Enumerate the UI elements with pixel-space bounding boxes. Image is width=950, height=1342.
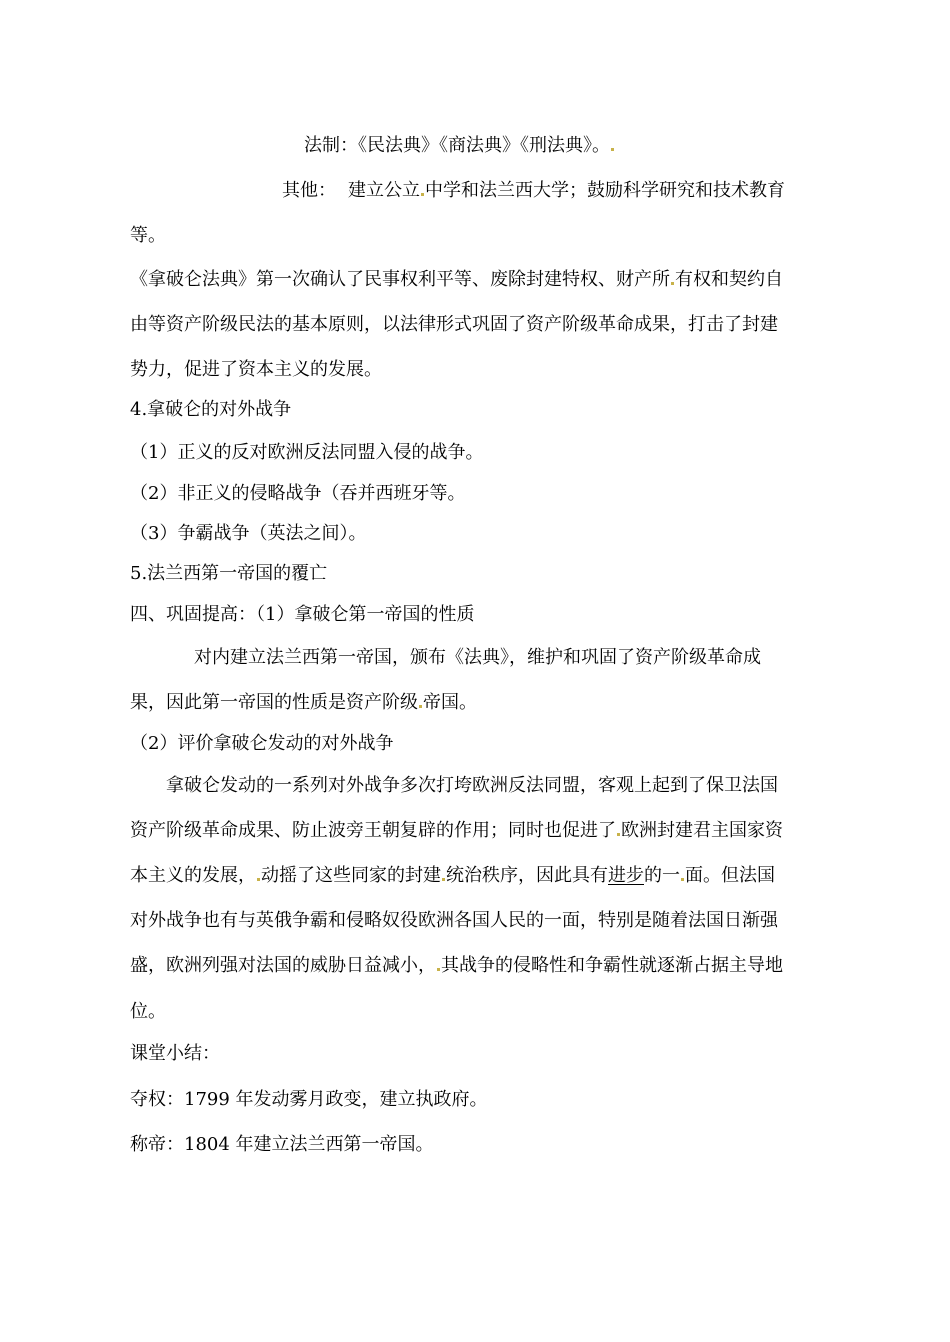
other-line: [282, 179, 785, 203]
summary-heading: 课堂小结：: [130, 1043, 220, 1064]
foreign-wars-item3: （3）争霸战争（英法之间）。: [130, 523, 367, 544]
collapse-heading: 5.法兰西第一帝国的覆亡: [130, 563, 328, 584]
other-line-cont: 等。: [130, 225, 166, 246]
underlined-word: 进步: [608, 865, 644, 886]
marker-dot: [437, 968, 440, 971]
code-significance-line1: [130, 268, 783, 292]
legal-label: 法制：: [304, 135, 358, 156]
marker-dot: [421, 193, 424, 196]
para1-line2-a: 果，因此第一帝国的性质是资产阶级: [130, 692, 418, 713]
legal-line: [304, 134, 615, 158]
summary-item2: 称帝：1804 年建立法兰西第一帝国。: [130, 1134, 434, 1155]
para2-line2-b: 欧洲封建君主国家资: [621, 820, 783, 841]
legal-text: 《民法典》《商法典》《刑法典》。: [358, 135, 610, 156]
consolidation-para1-line1: 对内建立法兰西第一帝国，颁布《法典》，维护和巩固了资产阶级革命成: [194, 647, 761, 668]
consolidation-sub2-heading: （2）评价拿破仑发动的对外战争: [130, 733, 394, 754]
summary-item1: 夺权：1799 年发动雾月政变，建立执政府。: [130, 1089, 488, 1110]
consolidation-para1-line2: [130, 691, 477, 715]
other-text-b: 中学和法兰西大学；鼓励科学研究和技术教育: [425, 180, 785, 201]
consolidation-para2-line1: 拿破仑发动的一系列对外战争多次打垮欧洲反法同盟，客观上起到了保卫法国: [166, 775, 778, 796]
foreign-wars-item2: （2）非正义的侵略战争（吞并西班牙等。: [130, 483, 466, 504]
para2-line3-a: 本主义的发展，: [130, 865, 256, 886]
para2-line3-c: 统治秩序，因此具有: [446, 865, 608, 886]
code-line1-a: 《拿破仑法典》第一次确认了民事权利平等、废除封建特权、财产所: [130, 269, 670, 290]
consolidation-para2-line6: 位。: [130, 1001, 166, 1022]
code-significance-line2: 由等资产阶级民法的基本原则，以法律形式巩固了资产阶级革命成果，打击了封建: [130, 314, 778, 335]
marker-dot: [681, 878, 684, 881]
marker-dot: [257, 878, 260, 881]
para2-line3-e: 面。但法国: [685, 865, 775, 886]
marker-dot: [617, 833, 620, 836]
other-label: 其他：: [282, 180, 336, 201]
para2-line3-b: 动摇了这些同家的封建: [261, 865, 441, 886]
code-line1-b: 有权和契约自: [675, 269, 783, 290]
consolidation-para2-line4: 对外战争也有与英俄争霸和侵略奴役欧洲各国人民的一面，特别是随着法国日渐强: [130, 910, 778, 931]
consolidation-para2-line3: [130, 864, 775, 888]
code-significance-line3: 势力，促进了资本主义的发展。: [130, 359, 382, 380]
consolidation-para2-line5: [130, 954, 783, 978]
foreign-wars-item1: （1）正义的反对欧洲反法同盟入侵的战争。: [130, 442, 484, 463]
para2-line5-b: 其战争的侵略性和争霸性就逐渐占据主导地: [441, 955, 783, 976]
para1-line2-b: 帝国。: [423, 692, 477, 713]
marker-dot: [419, 705, 422, 708]
other-text-a: 建立公立: [348, 180, 420, 201]
para2-line2-a: 资产阶级革命成果、防止波旁王朝复辟的作用；同时也促进了: [130, 820, 616, 841]
para2-line3-d: 的一: [644, 865, 680, 886]
marker-dot: [442, 878, 445, 881]
consolidation-para2-line2: [130, 819, 783, 843]
foreign-wars-heading: 4.拿破仑的对外战争: [130, 399, 292, 420]
marker-dot: [671, 282, 674, 285]
consolidation-heading: 四、巩固提高：（1）拿破仑第一帝国的性质: [130, 604, 475, 625]
marker-dot: [611, 148, 614, 151]
para2-line5-a: 盛，欧洲列强对法国的威胁日益减小，: [130, 955, 436, 976]
